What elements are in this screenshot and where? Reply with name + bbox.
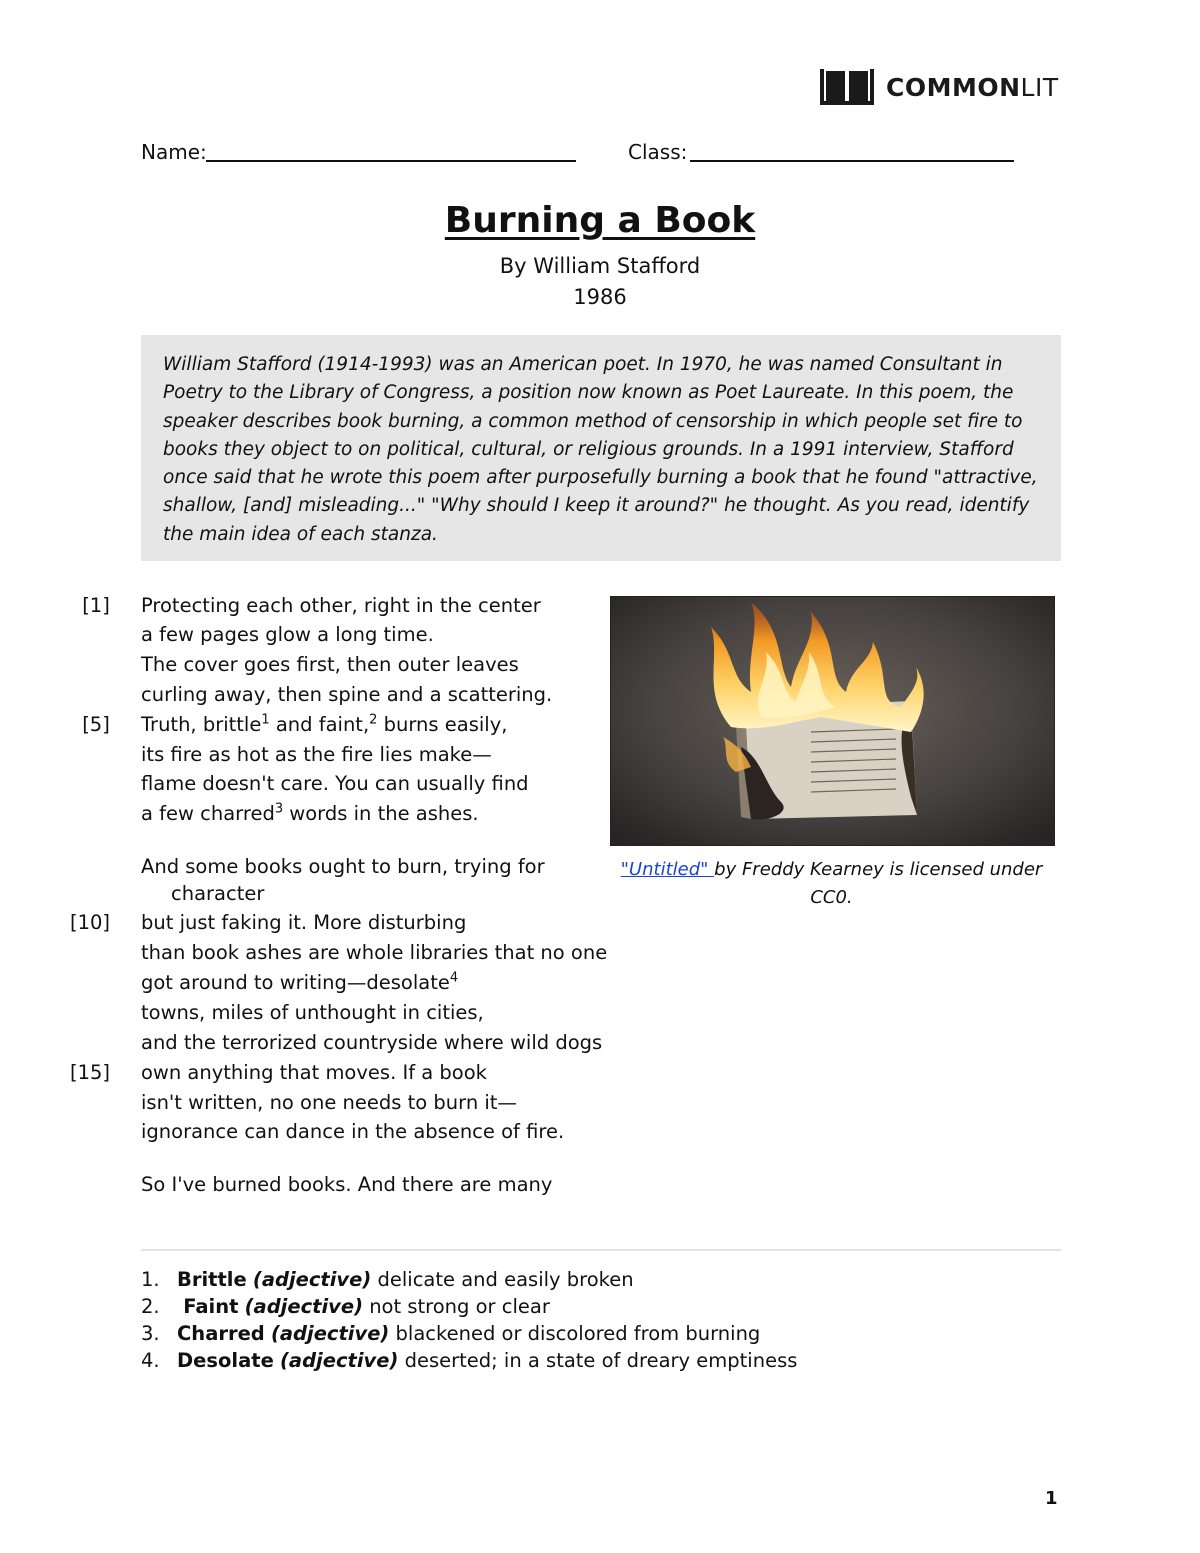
footnote-item: 2. Faint (adjective) not strong or clear [141, 1295, 550, 1318]
poem-line: The cover goes first, then outer leaves [141, 653, 519, 676]
footnotes-divider [141, 1249, 1061, 1251]
name-label: Name: [141, 140, 207, 164]
poem-line: but just faking it. More disturbing [141, 911, 467, 934]
poem-line: own anything that moves. If a book [141, 1061, 487, 1084]
burning-book-image [610, 596, 1055, 846]
poem-line: ignorance can dance in the absence of fire. [141, 1120, 565, 1143]
image-source-link[interactable]: "Untitled" [620, 859, 715, 880]
poem-line: isn't written, no one needs to burn it— [141, 1091, 517, 1114]
introduction-box [141, 335, 1061, 561]
line-number-15: [15] [69, 1061, 111, 1084]
class-label: Class: [628, 140, 688, 164]
footnote-ref: 3 [274, 801, 284, 817]
footnote-item: 1. Brittle (adjective) delicate and easily broken [141, 1268, 634, 1291]
name-field-line[interactable] [206, 160, 576, 162]
footnote-ref: 2 [369, 712, 378, 728]
poem-line: Truth, brittle$^1$ and faint,$^2$ burns easily, [141, 712, 508, 736]
page-number: 1 [1045, 1488, 1058, 1509]
footnote-item: 4. Desolate (adjective) deserted; in a state of dreary emptiness [141, 1349, 798, 1372]
line-number-1: [1] [82, 594, 110, 617]
poem-line: And some books ought to burn, trying for [141, 855, 545, 878]
footnote-ref: 4 [449, 970, 459, 986]
commonlit-logo [818, 66, 1059, 108]
poem-line: got around to writing—desolate$^4$ [141, 970, 459, 994]
footnote-ref: 1 [261, 712, 270, 728]
publication-year: 1986 [573, 285, 627, 309]
poem-line: flame doesn't care. You can usually find [141, 772, 529, 795]
image-caption: "Untitled" by Freddy Kearney is licensed under CC0. [620, 859, 1043, 908]
footnote-item: 3. Charred (adjective) blackened or discolored from burning [141, 1322, 761, 1345]
page-title: Burning a Book [444, 200, 756, 241]
poem-line: So I've burned books. And there are many [141, 1173, 553, 1196]
poem-line: a few charred$^3$ words in the ashes. [141, 801, 479, 825]
poem-line: towns, miles of unthought in cities, [141, 1001, 484, 1024]
poem-line-continuation: character [171, 882, 265, 905]
poem-line: than book ashes are whole libraries that no one [141, 941, 608, 964]
author-line: By William Stafford [499, 254, 701, 278]
poem-line: and the terrorized countryside where wild dogs [141, 1031, 603, 1054]
poem-line: a few pages glow a long time. [141, 623, 434, 646]
line-number-10: [10] [69, 911, 111, 934]
brand-name: COMMONLIT [886, 72, 1059, 102]
open-book-icon [818, 67, 876, 107]
poem-line: curling away, then spine and a scattering. [141, 683, 553, 706]
poem-line: its fire as hot as the fire lies make— [141, 743, 492, 766]
introduction-text: William Stafford (1914-1993) was an American poet. In 1970, he was named Consultant in Poetry to the Library of Congress, a position now known as Poet Laureate. In this poem, the speaker describes book burning, a common method of censorship in which people set fire to books they object to on political, cultural, or religious grounds. In a 1991 interview, Stafford once said that he wrote this poem after purposefully burning a book that he found "attractive, shallow, [and] misleading..." "Why should I keep it around?" he thought. As you read, identify the main idea of each stanza. [163, 354, 1038, 545]
line-number-5: [5] [82, 713, 110, 736]
poem-line: Protecting each other, right in the center [141, 594, 541, 617]
class-field-line[interactable] [690, 160, 1014, 162]
